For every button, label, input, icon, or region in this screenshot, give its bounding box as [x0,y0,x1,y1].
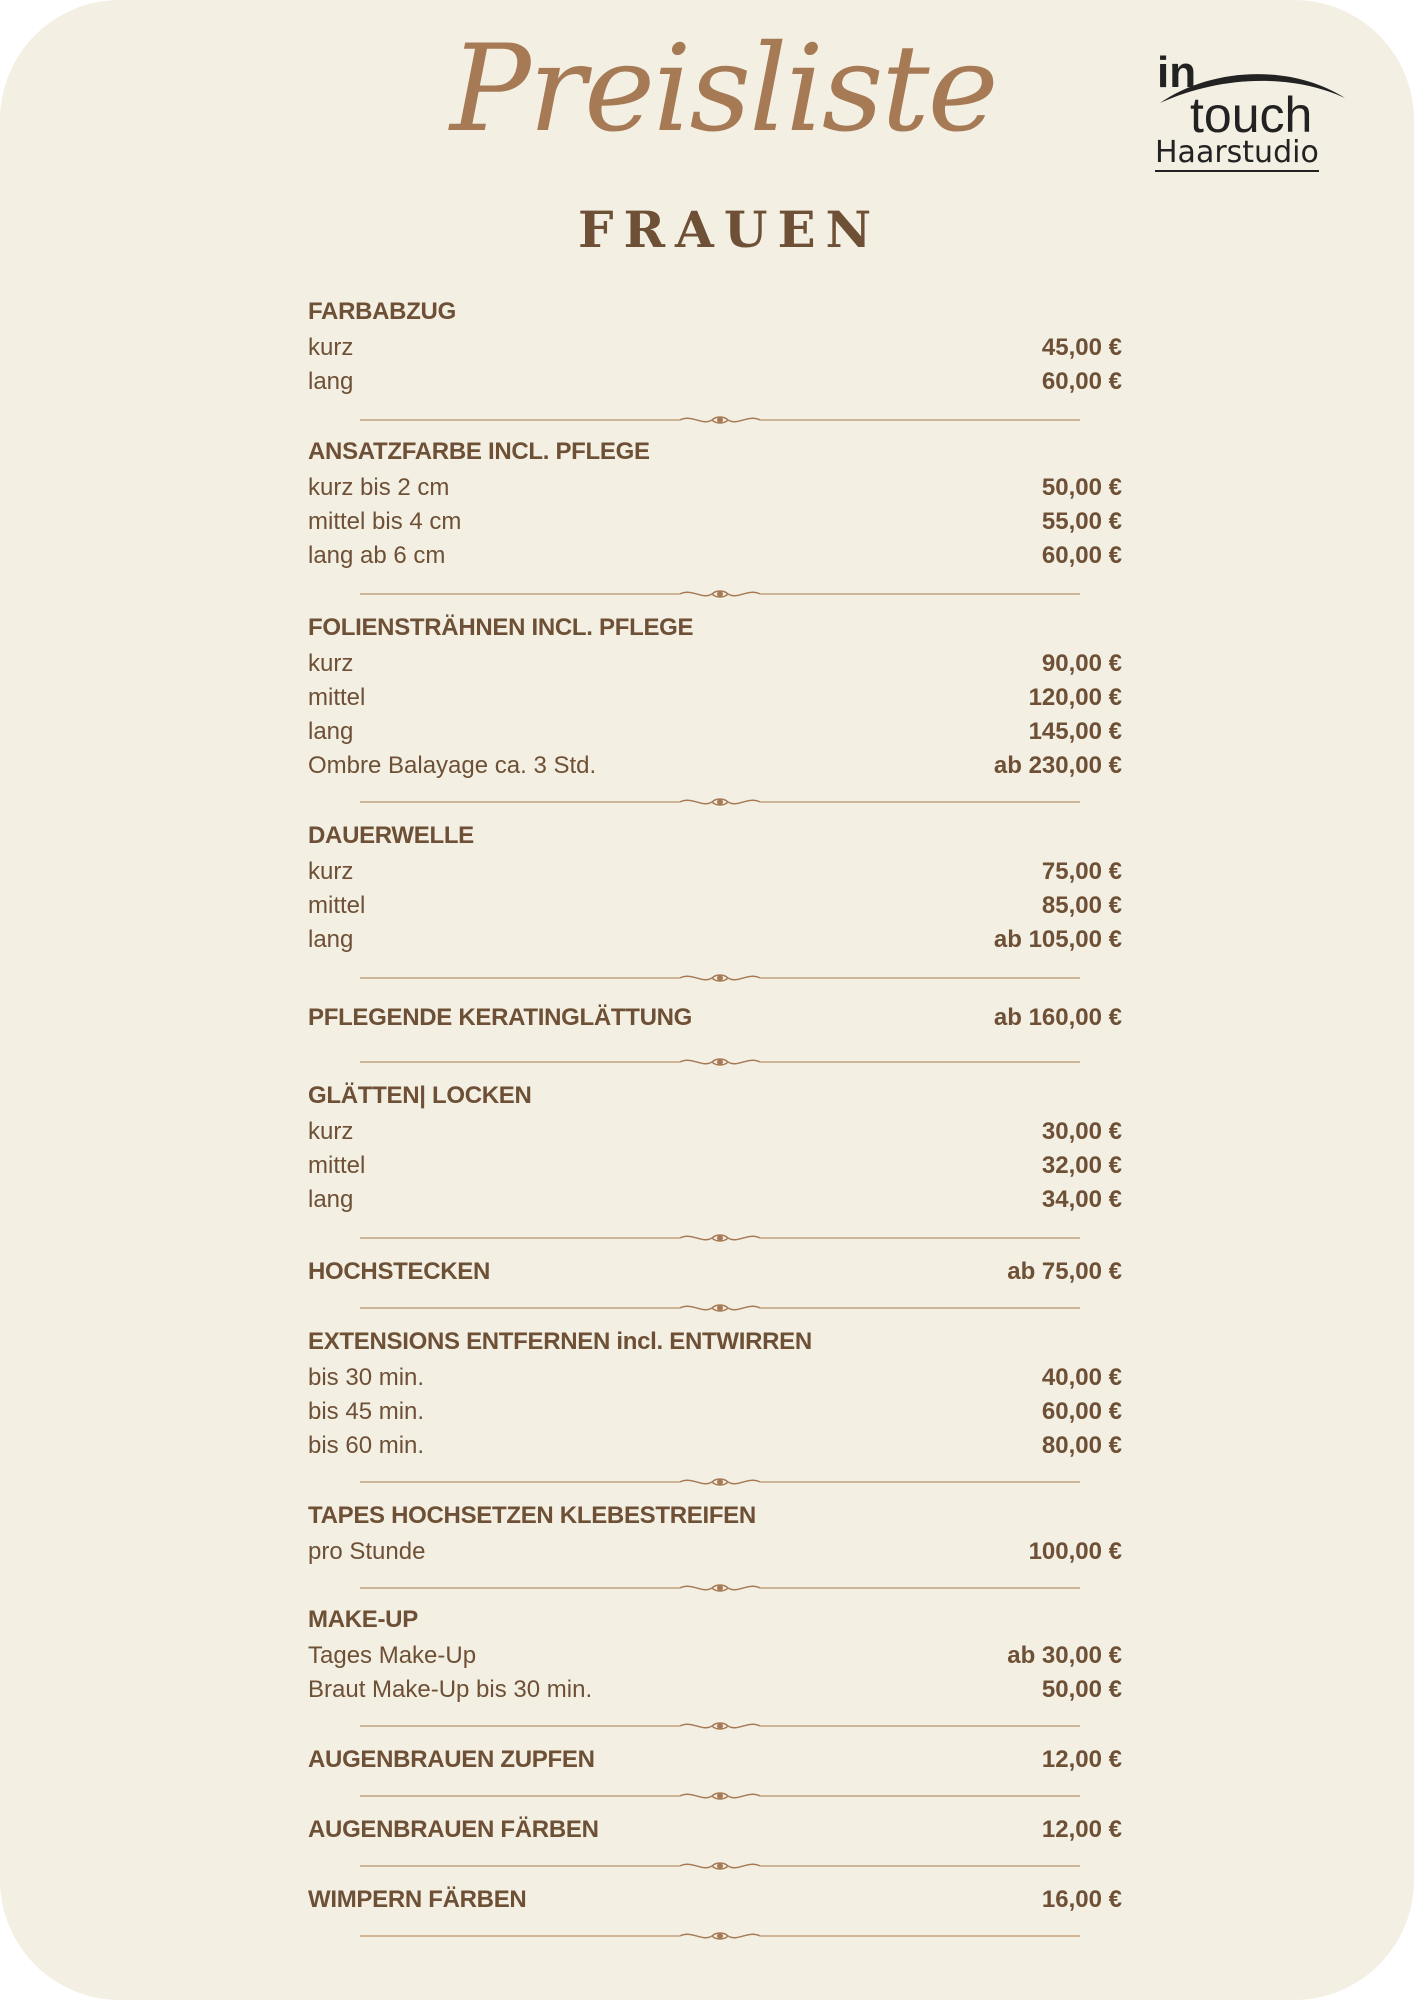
item-label: Tages Make-Up [308,1642,477,1669]
section-title: DAUERWELLE [308,822,474,849]
logo-text-touch: touch [1190,87,1313,143]
item-price: 50,00 € [1041,1676,1122,1703]
item-label: bis 45 min. [308,1398,425,1425]
item-price: 90,00 € [1041,650,1122,677]
item-label: lang [308,1186,354,1213]
section-title: PFLEGENDE KERATINGLÄTTUNG [308,1004,693,1031]
item-price: 50,00 € [1041,474,1122,501]
item-price: 120,00 € [1028,684,1122,711]
section-price: ab 160,00 € [993,1004,1122,1031]
item-price: 45,00 € [1041,334,1122,361]
item-price: ab 105,00 € [993,926,1122,953]
item-label: Braut Make-Up bis 30 min. [308,1676,593,1703]
section-title: WIMPERN FÄRBEN [308,1886,527,1913]
section-price: 12,00 € [1041,1746,1122,1773]
item-label: kurz bis 2 cm [308,474,450,501]
item-label: lang [308,926,354,953]
logo-text-in: in [1157,48,1197,97]
item-price: 85,00 € [1041,892,1122,919]
ornament-divider [340,586,1100,602]
page-subtitle: FRAUEN [578,200,882,259]
item-price: ab 230,00 € [993,752,1122,779]
section-price: ab 75,00 € [1007,1258,1122,1285]
item-label: lang [308,368,354,395]
ornament-divider [340,1230,1100,1246]
item-price: 55,00 € [1041,508,1122,535]
item-label: kurz [308,1118,354,1145]
section-title: MAKE-UP [308,1606,418,1633]
section-price: 16,00 € [1041,1886,1122,1913]
section-title: EXTENSIONS ENTFERNEN incl. ENTWIRREN [308,1328,812,1355]
item-label: bis 30 min. [308,1364,425,1391]
ornament-divider [340,1300,1100,1316]
page-title: Preisliste [450,20,997,159]
item-label: kurz [308,858,354,885]
item-price: 145,00 € [1028,718,1122,745]
section-title: FOLIENSTRÄHNEN INCL. PFLEGE [308,614,694,641]
section-price: 12,00 € [1041,1816,1122,1843]
item-price: 32,00 € [1041,1152,1122,1179]
item-price: 60,00 € [1041,542,1122,569]
section-title: ANSATZFARBE INCL. PFLEGE [308,438,650,465]
item-price: 40,00 € [1041,1364,1122,1391]
logo-text-studio: Haarstudio [1155,135,1319,170]
section-title: GLÄTTEN| LOCKEN [308,1082,532,1109]
ornament-divider [340,1788,1100,1804]
section-title: HOCHSTECKEN [308,1258,491,1285]
ornament-divider [340,794,1100,810]
item-label: mittel [308,892,366,919]
item-price: ab 30,00 € [1007,1642,1122,1669]
ornament-divider [340,1928,1100,1944]
ornament-divider [340,1474,1100,1490]
item-label: kurz [308,650,354,677]
item-price: 100,00 € [1028,1538,1122,1565]
ornament-divider [340,412,1100,428]
item-label: kurz [308,334,354,361]
item-price: 75,00 € [1041,858,1122,885]
item-label: mittel [308,1152,366,1179]
ornament-divider [340,1580,1100,1596]
item-label: mittel [308,684,366,711]
item-label: Ombre Balayage ca. 3 Std. [308,752,597,779]
ornament-divider [340,970,1100,986]
item-label: pro Stunde [308,1538,426,1565]
item-price: 60,00 € [1041,1398,1122,1425]
item-label: lang ab 6 cm [308,542,446,569]
item-label: bis 60 min. [308,1432,425,1459]
ornament-divider [340,1718,1100,1734]
section-title: AUGENBRAUEN ZUPFEN [308,1746,595,1773]
ornament-divider [340,1858,1100,1874]
ornament-divider [340,1054,1100,1070]
item-label: lang [308,718,354,745]
section-title: AUGENBRAUEN FÄRBEN [308,1816,599,1843]
item-price: 34,00 € [1041,1186,1122,1213]
section-title: TAPES HOCHSETZEN KLEBESTREIFEN [308,1502,756,1529]
item-price: 60,00 € [1041,368,1122,395]
item-price: 30,00 € [1041,1118,1122,1145]
section-title: FARBABZUG [308,298,456,325]
item-label: mittel bis 4 cm [308,508,462,535]
item-price: 80,00 € [1041,1432,1122,1459]
